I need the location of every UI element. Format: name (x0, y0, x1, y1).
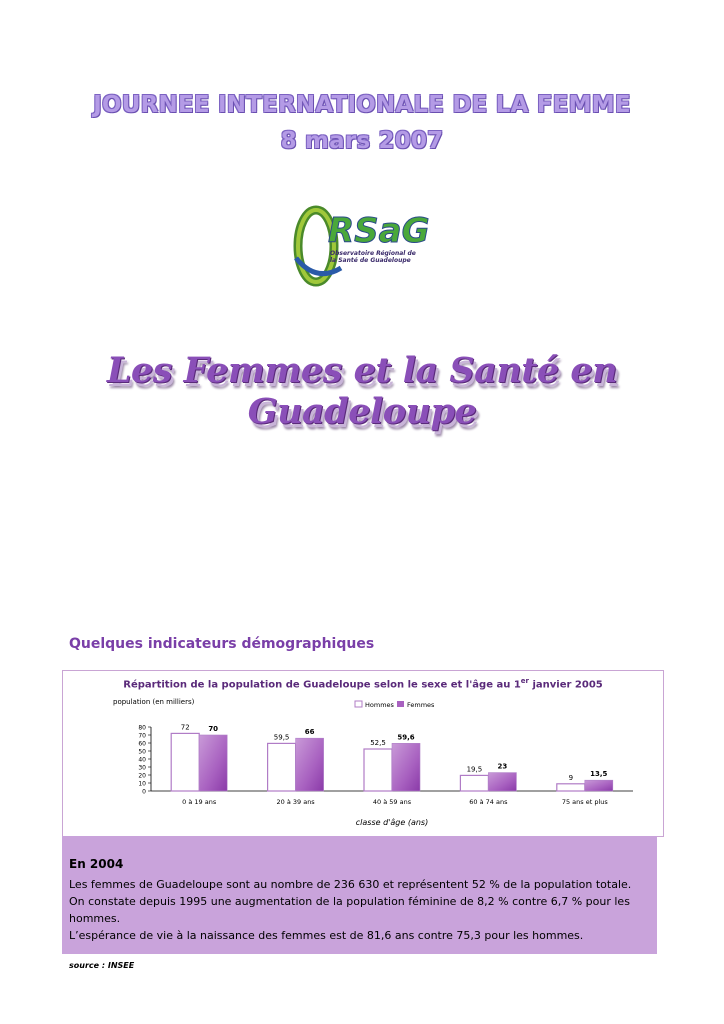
bar-label-hommes: 19,5 (466, 765, 483, 774)
y-tick-label: 50 (138, 748, 146, 756)
main-title: Les Femmes et la Santé en Guadeloupe (106, 350, 618, 432)
bar-hommes (364, 749, 392, 791)
x-axis-label: classe d'âge (ans) (355, 818, 429, 827)
chart-title-sup: er (520, 677, 529, 685)
legend-label-femmes: Femmes (407, 701, 435, 709)
bar-label-femmes: 66 (304, 728, 315, 737)
bar-label-femmes: 59,6 (397, 733, 415, 742)
section-heading: Quelques indicateurs démographiques (69, 636, 375, 652)
bar-hommes (268, 743, 296, 791)
logo-subtitle-line1: Observatoire Régional de (330, 250, 416, 257)
bar-femmes (488, 773, 516, 791)
logo-subtitle (330, 250, 450, 264)
bar-hommes (557, 784, 585, 791)
logo-mark: RSaG (328, 211, 430, 251)
info-line: L’espérance de vie à la naissance des femmes est de 81,6 ans contre 75,3 pour les hommes. (69, 929, 584, 942)
info-line: Les femmes de Guadeloupe sont au nombre de 236 630 et représentent 52 % de la population totale. (69, 878, 632, 891)
x-tick-label: 20 à 39 ans (276, 798, 315, 806)
bar-label-hommes: 59,5 (273, 733, 290, 742)
info-text (69, 876, 659, 944)
bar-femmes (296, 738, 324, 791)
bar-label-femmes: 70 (208, 725, 219, 733)
bar-label-femmes: 23 (497, 762, 508, 771)
y-tick-label: 70 (138, 732, 146, 740)
chart-title-end: janvier 2005 (528, 679, 603, 691)
y-axis-label: population (en milliers) (113, 698, 195, 706)
y-tick-label: 80 (138, 724, 146, 732)
bar-hommes (460, 775, 488, 791)
y-tick-label: 40 (138, 756, 146, 764)
y-tick-label: 20 (138, 772, 146, 780)
x-tick-label: 60 à 74 ans (469, 798, 508, 806)
bar-label-hommes: 72 (180, 723, 190, 732)
x-tick-label: 40 à 59 ans (372, 798, 412, 806)
legend-label-hommes: Hommes (365, 701, 394, 709)
y-tick-label: 30 (138, 764, 146, 772)
bar-chart (63, 671, 663, 836)
y-tick-label: 10 (138, 780, 146, 788)
header-date: 8 mars 2007 (280, 128, 444, 154)
chart-container (62, 670, 664, 837)
info-line: On constate depuis 1995 une augmentation de la population féminine de 8,2 % contre 6,7 % pour les hommes. (69, 895, 630, 925)
bar-femmes (199, 735, 227, 791)
x-tick-label: 0 à 19 ans (182, 798, 217, 806)
bar-label-femmes: 13,5 (590, 770, 608, 779)
source-note: source : INSEE (69, 961, 135, 970)
legend-swatch-hommes (355, 701, 362, 707)
orsag-logo (286, 188, 436, 288)
x-tick-label: 75 ans et plus (561, 798, 608, 806)
bar-femmes (585, 780, 613, 791)
bar-label-hommes: 9 (568, 773, 574, 782)
info-year: En 2004 (69, 857, 124, 871)
y-tick-label: 60 (138, 740, 146, 748)
y-tick-label: 0 (142, 788, 146, 796)
logo-subtitle-line2: la Santé de Guadeloupe (330, 257, 411, 264)
bar-femmes (392, 743, 420, 791)
bar-label-hommes: 52,5 (370, 739, 386, 747)
bar-hommes (171, 733, 199, 791)
legend-swatch-femmes (397, 701, 404, 707)
header-title: JOURNEE INTERNATIONALE DE LA FEMME (93, 92, 631, 118)
chart-title-main: Répartition de la population de Guadeloupe selon le sexe et l'âge au 1 (123, 679, 521, 691)
